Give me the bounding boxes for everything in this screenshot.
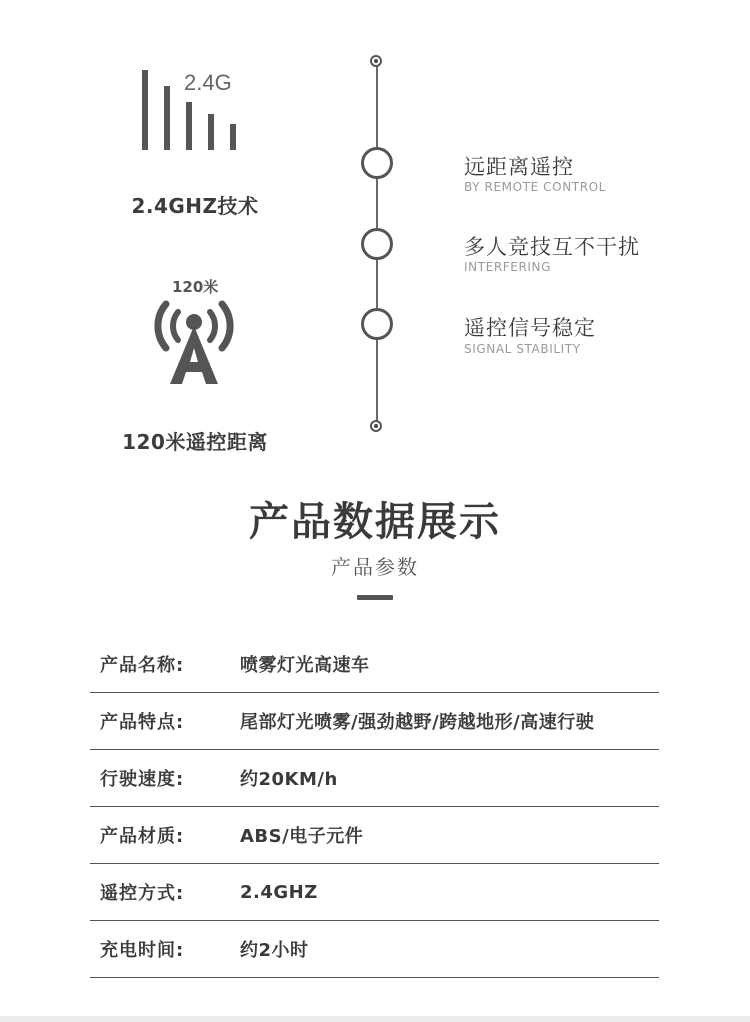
timeline-node bbox=[361, 228, 393, 260]
spec-table bbox=[90, 636, 659, 978]
spec-row bbox=[90, 636, 659, 693]
timeline-item-title: 遥控信号稳定 bbox=[464, 316, 596, 340]
timeline-node bbox=[361, 147, 393, 179]
spec-value: ABS/电子元件 bbox=[240, 826, 364, 847]
section-divider bbox=[357, 595, 393, 600]
spec-row bbox=[90, 750, 659, 807]
spec-value: 约2小时 bbox=[240, 940, 309, 961]
spec-key: 充电时间: bbox=[100, 940, 185, 961]
spec-key: 产品名称: bbox=[100, 655, 185, 676]
timeline-item-subtitle: INTERFERING bbox=[464, 260, 552, 274]
signal-bar bbox=[230, 124, 236, 150]
timeline-item-subtitle: BY REMOTE CONTROL bbox=[464, 180, 606, 194]
section-title: 产品数据展示 bbox=[249, 499, 501, 545]
range-badge: 120米 bbox=[172, 278, 219, 296]
timeline-item-title: 多人竞技互不干扰 bbox=[464, 235, 640, 259]
antenna-icon bbox=[146, 276, 242, 388]
spec-row bbox=[90, 807, 659, 864]
spec-value: 2.4GHZ bbox=[240, 881, 318, 903]
signal-bar bbox=[142, 70, 148, 150]
signal-badge: 2.4G bbox=[184, 70, 232, 95]
spec-key: 遥控方式: bbox=[100, 883, 185, 904]
timeline-item-subtitle: SIGNAL STABILITY bbox=[464, 342, 581, 356]
antenna-graphic bbox=[146, 276, 242, 388]
footer-band bbox=[0, 1016, 750, 1022]
feature-range-label: 120米遥控距离 bbox=[122, 430, 268, 454]
spec-key: 产品材质: bbox=[100, 826, 185, 847]
signal-bar bbox=[186, 102, 192, 150]
timeline-node bbox=[361, 308, 393, 340]
timeline-end-dot bbox=[370, 420, 382, 432]
spec-key: 产品特点: bbox=[100, 712, 185, 733]
feature-signal-label: 2.4GHZ技术 bbox=[131, 194, 259, 218]
spec-value: 尾部灯光喷雾/强劲越野/跨越地形/高速行驶 bbox=[240, 712, 595, 733]
timeline-start-dot bbox=[370, 55, 382, 67]
spec-row bbox=[90, 693, 659, 750]
signal-bar bbox=[208, 114, 214, 150]
signal-bars-icon bbox=[142, 66, 242, 150]
spec-key: 行驶速度: bbox=[100, 769, 185, 790]
timeline-item-title: 远距离遥控 bbox=[464, 155, 574, 179]
spec-value: 约20KM/h bbox=[240, 769, 338, 790]
spec-row bbox=[90, 864, 659, 921]
spec-value: 喷雾灯光高速车 bbox=[240, 655, 370, 676]
section-subtitle: 产品参数 bbox=[331, 555, 419, 579]
signal-bar bbox=[164, 86, 170, 150]
spec-row bbox=[90, 921, 659, 978]
